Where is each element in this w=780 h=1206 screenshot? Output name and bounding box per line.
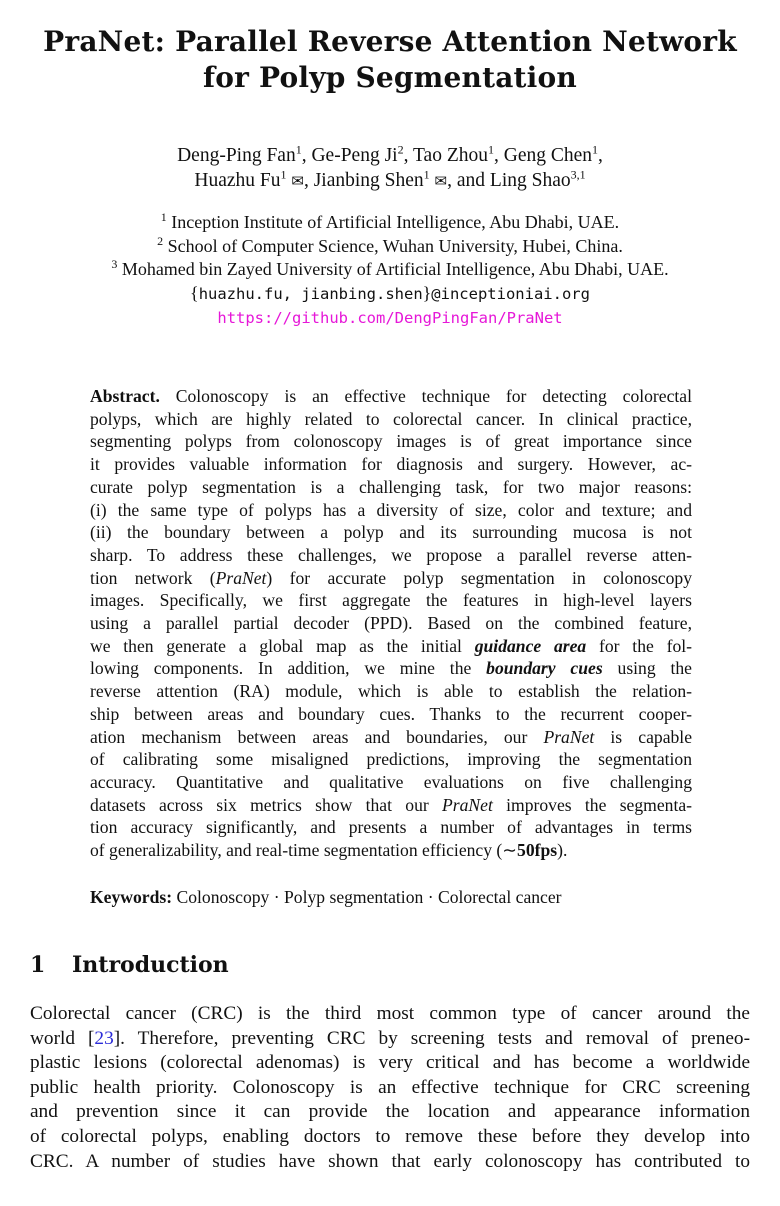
author-affil-sup: 3,1	[570, 167, 586, 182]
author-name: Ling Shao	[489, 170, 571, 191]
fps-value: 50fps	[517, 840, 558, 861]
abstract-line	[90, 726, 692, 749]
section-title: Introduction	[72, 952, 229, 978]
body-text: ]. Therefore, preventing CRC by screening tests and removal of preneo-	[113, 1027, 750, 1049]
abstract-text: Colonoscopy is an effective technique for detecting colorectal	[159, 386, 692, 406]
abstract-line: curate polyp segmentation is a challenging task, for two major reasons:	[90, 476, 692, 497]
author-affil-sup: 1	[488, 142, 494, 157]
abstract-text: datasets across six metrics show that our	[90, 794, 443, 815]
email-users: huazhu.fu, jianbing.shen	[198, 284, 423, 303]
author-line-2	[40, 168, 740, 195]
author-affil-sup: 1	[280, 167, 287, 182]
author-sep: ,	[403, 145, 413, 166]
abstract-text: lowing components. In addition, we mine the	[90, 658, 487, 679]
author-affil-sup: 1	[592, 142, 599, 157]
author-line-1	[40, 143, 740, 168]
affiliation-2	[40, 235, 740, 259]
author-name: Jianbing Shen	[313, 170, 424, 191]
email-line	[40, 282, 740, 307]
author-name: Tao Zhou	[413, 145, 488, 166]
section-number: 1	[30, 952, 46, 978]
body-line: Colorectal cancer (CRC) is the third most common type of cancer around the	[30, 1003, 750, 1024]
abstract-line: images. Specifically, we first aggregate the features in high-level layers	[90, 590, 692, 611]
emphasis-term: boundary cues	[486, 658, 603, 679]
abstract-label: Abstract.	[90, 386, 160, 406]
email-brace: {	[190, 282, 199, 303]
author-sep: ,	[301, 145, 312, 166]
abstract-text: ation mechanism between areas and boundaries, our	[90, 726, 544, 747]
abstract-line	[90, 794, 692, 817]
author-sep: ,	[303, 170, 314, 191]
keywords-label: Keywords:	[90, 887, 173, 907]
body-line: CRC. A number of studies have shown that early colonoscopy has contributed to	[30, 1150, 750, 1172]
abstract-text: improves the segmenta-	[492, 794, 692, 815]
method-name: PraNet	[442, 794, 493, 815]
author-affil-sup: 1	[295, 142, 302, 157]
paper-title	[30, 24, 750, 96]
title-line-1: PraNet: Parallel Reverse Attention Network	[43, 25, 737, 58]
author-sep: ,	[494, 145, 504, 166]
abstract-line: sharp. To address these challenges, we propose a parallel reverse atten-	[90, 544, 692, 565]
body-line	[30, 1027, 750, 1052]
abstract-line: reverse attention (RA) module, which is able to establish the relation-	[90, 681, 692, 702]
citation-link[interactable]: 23	[94, 1027, 114, 1049]
author-name: Huazhu Fu	[194, 170, 281, 191]
abstract-line	[90, 385, 692, 408]
section-heading	[30, 950, 229, 980]
affiliation-1	[40, 211, 740, 235]
abstract-line: it provides valuable information for diagnosis and surgery. However, ac-	[90, 454, 692, 475]
body-line: public health priority. Colonoscopy is an effective technique for CRC screening	[30, 1076, 750, 1098]
affil-text: Inception Institute of Artificial Intelligence, Abu Dhabi, UAE.	[171, 212, 620, 232]
abstract-text: using the	[602, 658, 692, 679]
abstract-line	[90, 657, 692, 680]
keyword-sep: ·	[269, 887, 285, 907]
body-line: plastic lesions (colorectal adenomas) is very critical and has become a worldwide	[30, 1052, 750, 1074]
affiliation-3	[40, 258, 740, 282]
abstract-text: for the fol-	[586, 635, 692, 656]
body-line: of colorectal polyps, enabling doctors to remove these before they develop into	[30, 1125, 750, 1147]
abstract-line: (ii) the boundary between a polyp and its surrounding mucosa is not	[90, 522, 692, 543]
abstract-text: is capable	[594, 726, 693, 747]
abstract-line: polyps, which are highly related to colorectal cancer. In clinical practice,	[90, 408, 692, 429]
author-sep: ,	[598, 145, 603, 166]
abstract-line	[90, 567, 692, 590]
abstract-line: using a parallel partial decoder (PPD). Based on the combined feature,	[90, 613, 692, 634]
abstract-text: ) for accurate polyp segmentation in colonoscopy	[266, 567, 692, 588]
abstract-line: of calibrating some misaligned predictions, improving the segmentation	[90, 749, 692, 770]
keyword: Colorectal cancer	[437, 887, 562, 907]
affil-sup: 1	[160, 210, 167, 224]
affil-text: School of Computer Science, Wuhan University, Hubei, China.	[167, 235, 623, 256]
abstract-line: tion accuracy significantly, and presents a number of advantages in terms	[90, 817, 692, 838]
author-affil-sup: 2	[397, 142, 404, 157]
abstract-text: ).	[557, 840, 568, 861]
keyword-sep: ·	[423, 887, 438, 907]
body-text: world [	[30, 1027, 95, 1049]
author-sep: , and	[447, 170, 490, 191]
abstract-line: ship between areas and boundary cues. Thanks to the recurrent cooper-	[90, 703, 692, 724]
emphasis-term: guidance area	[474, 635, 587, 656]
author-name: Ge-Peng Ji	[311, 145, 398, 166]
author-name: Deng-Ping Fan	[177, 145, 296, 166]
abstract	[90, 385, 692, 862]
affiliations	[40, 211, 740, 331]
abstract-line	[90, 839, 692, 862]
affil-sup: 3	[111, 257, 118, 271]
repo-link[interactable]: https://github.com/DengPingFan/PraNet	[217, 309, 563, 327]
author-affil-sup: 1	[423, 167, 430, 182]
author-name: Geng Chen	[503, 145, 593, 166]
abstract-text: we then generate a global map as the initial	[90, 635, 475, 656]
envelope-icon: ✉	[291, 174, 304, 190]
abstract-line: segmenting polyps from colonoscopy images is of great importance since	[90, 431, 692, 452]
body-line: and prevention since it can provide the location and appearance information	[30, 1101, 750, 1123]
abstract-text: tion network (	[90, 567, 216, 588]
method-name: PraNet	[543, 726, 595, 747]
abstract-line: (i) the same type of polyps has a diversity of size, color and texture; and	[90, 499, 692, 520]
title-line-2: for Polyp Segmentation	[203, 61, 577, 94]
abstract-line: accuracy. Quantitative and qualitative evaluations on five challenging	[90, 771, 692, 792]
affil-text: Mohamed bin Zayed University of Artificial Intelligence, Abu Dhabi, UAE.	[121, 259, 669, 279]
abstract-line	[90, 635, 692, 658]
email-domain: @inceptioniai.org	[431, 284, 590, 303]
keyword: Colonoscopy	[176, 887, 270, 907]
repo-line	[40, 306, 740, 331]
envelope-icon: ✉	[434, 174, 448, 190]
affil-sup: 2	[157, 233, 164, 248]
intro-paragraph	[30, 1002, 750, 1174]
method-name: PraNet	[215, 567, 267, 588]
author-list	[40, 143, 740, 195]
email-brace: }	[422, 282, 432, 303]
keyword: Polyp segmentation	[284, 887, 424, 907]
abstract-text: of generalizability, and real-time segmentation efficiency (∼	[90, 840, 518, 861]
keywords	[90, 886, 710, 909]
